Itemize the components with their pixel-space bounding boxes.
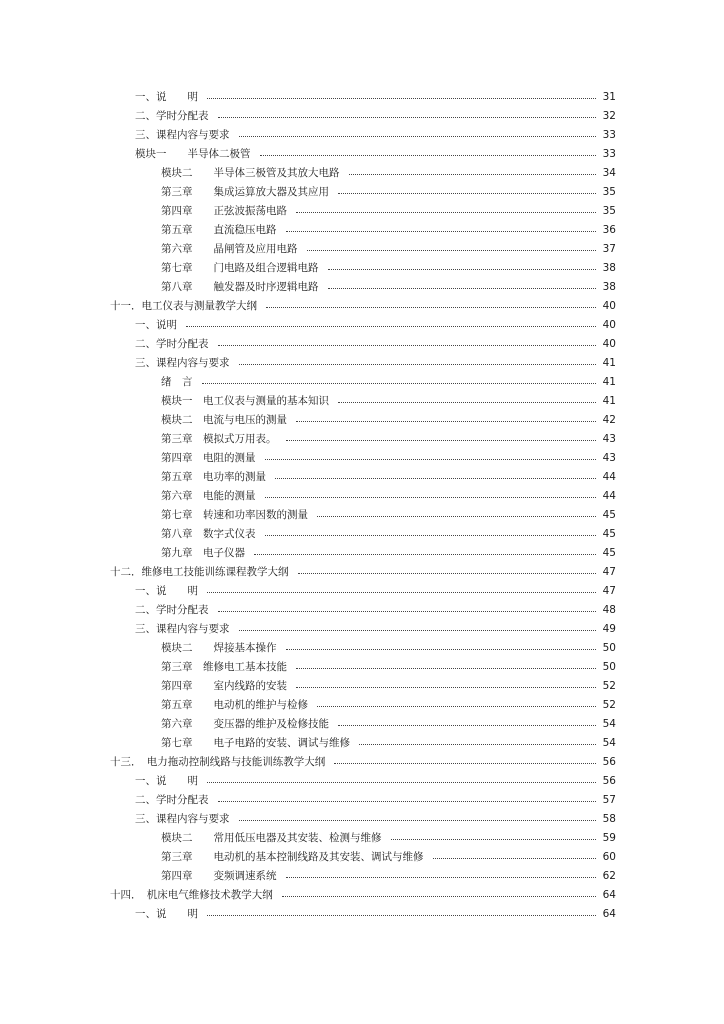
dot-leader [286,231,596,232]
dot-leader [282,896,596,897]
dot-leader [265,459,596,460]
dot-leader [286,877,596,878]
toc-entry[interactable] [0,392,724,411]
toc-entry-page-number: 36 [602,224,616,236]
dot-leader [266,307,596,308]
dot-leader [260,155,596,156]
dot-leader [338,193,596,194]
toc-entry[interactable] [0,867,724,886]
dot-leader [239,364,596,365]
toc-entry[interactable] [0,164,724,183]
dot-leader [296,421,596,422]
dot-leader [338,402,596,403]
toc-entry-title: 第四章 电阻的测量 [161,449,259,468]
toc-entry[interactable] [0,905,724,924]
toc-entry[interactable] [0,525,724,544]
toc-entry-page-number: 45 [602,547,616,559]
dot-leader [433,858,596,859]
dot-leader [328,269,596,270]
toc-entry[interactable] [0,620,724,639]
toc-entry-page-number: 62 [602,870,616,882]
dot-leader [338,725,596,726]
toc-entry-title: 第七章 电子电路的安装、调试与维修 [161,734,353,753]
toc-entry[interactable] [0,183,724,202]
toc-entry-title: 第九章 电子仪器 [161,544,248,563]
toc-entry[interactable] [0,373,724,392]
toc-entry-page-number: 57 [602,794,616,806]
dot-leader [265,497,596,498]
toc-entry-title: 第五章 直流稳压电路 [161,221,280,240]
toc-entry-title: 一、说明 [135,316,180,335]
toc-entry-page-number: 52 [602,699,616,711]
dot-leader [218,611,596,612]
toc-entry-page-number: 64 [602,908,616,920]
dot-leader [265,535,596,536]
toc-entry[interactable] [0,88,724,107]
dot-leader [254,554,596,555]
toc-entry-page-number: 60 [602,851,616,863]
toc-entry[interactable] [0,734,724,753]
dot-leader [317,706,596,707]
toc-entry-page-number: 54 [602,718,616,730]
toc-entry-title: 模块二 常用低压电器及其安装、检测与维修 [161,829,385,848]
toc-entry[interactable] [0,658,724,677]
toc-entry-title: 第四章 变频调速系统 [161,867,280,886]
toc-entry-page-number: 45 [602,509,616,521]
toc-entry[interactable] [0,677,724,696]
toc-entry-page-number: 35 [602,186,616,198]
toc-entry-title: 三、课程内容与要求 [135,620,233,639]
dot-leader [328,288,596,289]
toc-entry[interactable] [0,582,724,601]
dot-leader [207,915,596,916]
dot-leader [334,763,596,764]
toc-entry-page-number: 59 [602,832,616,844]
toc-entry-page-number: 32 [602,110,616,122]
dot-leader [207,98,596,99]
toc-entry[interactable] [0,202,724,221]
dot-leader [218,117,596,118]
toc-entry-page-number: 40 [602,338,616,350]
dot-leader [202,383,596,384]
toc-entry[interactable] [0,639,724,658]
toc-entry-title: 三、课程内容与要求 [135,810,233,829]
toc-entry-title: 第三章 电动机的基本控制线路及其安装、调试与维修 [161,848,427,867]
toc-entry[interactable] [0,563,724,582]
toc-entry-title: 一、说 明 [135,88,201,107]
toc-entry-title: 模块一 电工仪表与测量的基本知识 [161,392,332,411]
toc-entry-title: 第四章 室内线路的安装 [161,677,290,696]
toc-entry-page-number: 47 [602,566,616,578]
toc-entry-page-number: 34 [602,167,616,179]
toc-entry-page-number: 41 [602,357,616,369]
toc-entry-page-number: 40 [602,319,616,331]
toc-entry-page-number: 49 [602,623,616,635]
dot-leader [207,592,596,593]
toc-entry[interactable] [0,791,724,810]
toc-entry[interactable] [0,829,724,848]
dot-leader [391,839,596,840]
dot-leader [296,212,596,213]
toc-entry[interactable] [0,259,724,278]
toc-entry-title: 第八章 数字式仪表 [161,525,259,544]
toc-entry-title: 第四章 正弦波振荡电路 [161,202,290,221]
toc-entry-title: 十二．维修电工技能训练课程教学大纲 [110,563,292,582]
toc-entry[interactable] [0,810,724,829]
toc-entry[interactable] [0,715,724,734]
toc-entry-title: 模块二 半导体三极管及其放大电路 [161,164,343,183]
toc-entry-page-number: 33 [602,129,616,141]
dot-leader [239,820,596,821]
toc-entry-title: 十一．电工仪表与测量教学大纲 [110,297,260,316]
toc-entry-page-number: 56 [602,756,616,768]
dot-leader [186,326,596,327]
toc-entry-page-number: 64 [602,889,616,901]
dot-leader [298,573,596,574]
toc-entry-title: 绪 言 [161,373,196,392]
toc-entry-title: 一、说 明 [135,905,201,924]
toc-entry-page-number: 42 [602,414,616,426]
toc-entry[interactable] [0,772,724,791]
toc-entry[interactable] [0,544,724,563]
dot-leader [317,516,596,517]
toc-entry-title: 一、说 明 [135,772,201,791]
toc-entry[interactable] [0,886,724,905]
toc-entry-page-number: 38 [602,281,616,293]
toc-entry-title: 二、学时分配表 [135,791,212,810]
dot-leader [218,345,596,346]
toc-entry[interactable] [0,354,724,373]
toc-entry[interactable] [0,601,724,620]
toc-entry-page-number: 58 [602,813,616,825]
toc-entry-title: 一、说 明 [135,582,201,601]
dot-leader [286,440,596,441]
toc-entry-page-number: 35 [602,205,616,217]
toc-entry[interactable] [0,297,724,316]
toc-entry[interactable] [0,848,724,867]
toc-entry-page-number: 47 [602,585,616,597]
toc-entry-title: 第六章 变压器的维护及检修技能 [161,715,332,734]
toc-entry-title: 二、学时分配表 [135,335,212,354]
toc-entry-title: 第六章 晶闸管及应用电路 [161,240,301,259]
toc-entry-title: 三、课程内容与要求 [135,354,233,373]
toc-entry-page-number: 48 [602,604,616,616]
toc-entry[interactable] [0,506,724,525]
toc-entry-page-number: 44 [602,490,616,502]
toc-entry[interactable] [0,126,724,145]
dot-leader [349,174,596,175]
table-of-contents [0,88,724,924]
toc-entry-page-number: 50 [602,642,616,654]
toc-entry-title: 十四． 机床电气维修技术教学大纲 [110,886,276,905]
toc-entry-title: 三、课程内容与要求 [135,126,233,145]
toc-entry-page-number: 50 [602,661,616,673]
toc-entry[interactable] [0,430,724,449]
toc-entry-page-number: 43 [602,433,616,445]
toc-entry-title: 第七章 门电路及组合逻辑电路 [161,259,322,278]
toc-entry[interactable] [0,487,724,506]
toc-entry[interactable] [0,221,724,240]
toc-entry-page-number: 40 [602,300,616,312]
toc-entry-page-number: 54 [602,737,616,749]
toc-entry-page-number: 33 [602,148,616,160]
toc-entry-page-number: 56 [602,775,616,787]
toc-entry-page-number: 41 [602,395,616,407]
toc-entry-page-number: 45 [602,528,616,540]
dot-leader [359,744,596,745]
toc-entry[interactable] [0,411,724,430]
toc-entry-title: 第三章 维修电工基本技能 [161,658,290,677]
toc-entry-page-number: 38 [602,262,616,274]
toc-entry-title: 第五章 电功率的测量 [161,468,269,487]
toc-entry[interactable] [0,107,724,126]
dot-leader [286,649,596,650]
toc-entry-title: 二、学时分配表 [135,601,212,620]
toc-entry-title: 第三章 模拟式万用表。 [161,430,280,449]
toc-entry[interactable] [0,335,724,354]
toc-entry-page-number: 44 [602,471,616,483]
dot-leader [218,801,596,802]
toc-entry-title: 十三． 电力拖动控制线路与技能训练教学大纲 [110,753,328,772]
dot-leader [275,478,596,479]
toc-entry-page-number: 41 [602,376,616,388]
toc-entry-title: 二、学时分配表 [135,107,212,126]
dot-leader [296,687,596,688]
toc-entry-title: 第七章 转速和功率因数的测量 [161,506,311,525]
toc-entry-title: 第八章 触发器及时序逻辑电路 [161,278,322,297]
toc-entry-title: 第六章 电能的测量 [161,487,259,506]
toc-entry-title: 第三章 集成运算放大器及其应用 [161,183,332,202]
toc-entry[interactable] [0,240,724,259]
toc-entry[interactable] [0,696,724,715]
dot-leader [296,668,596,669]
dot-leader [307,250,596,251]
dot-leader [239,136,596,137]
toc-entry-page-number: 37 [602,243,616,255]
toc-entry-title: 模块二 焊接基本操作 [161,639,280,658]
toc-entry[interactable] [0,468,724,487]
toc-entry[interactable] [0,278,724,297]
toc-entry-page-number: 31 [602,91,616,103]
toc-entry-title: 第五章 电动机的维护与检修 [161,696,311,715]
dot-leader [207,782,596,783]
toc-entry[interactable] [0,449,724,468]
toc-entry[interactable] [0,145,724,164]
toc-entry-page-number: 43 [602,452,616,464]
toc-entry-title: 模块一 半导体二极管 [135,145,254,164]
toc-entry[interactable] [0,753,724,772]
toc-entry-page-number: 52 [602,680,616,692]
dot-leader [239,630,596,631]
toc-entry[interactable] [0,316,724,335]
toc-entry-title: 模块二 电流与电压的测量 [161,411,290,430]
